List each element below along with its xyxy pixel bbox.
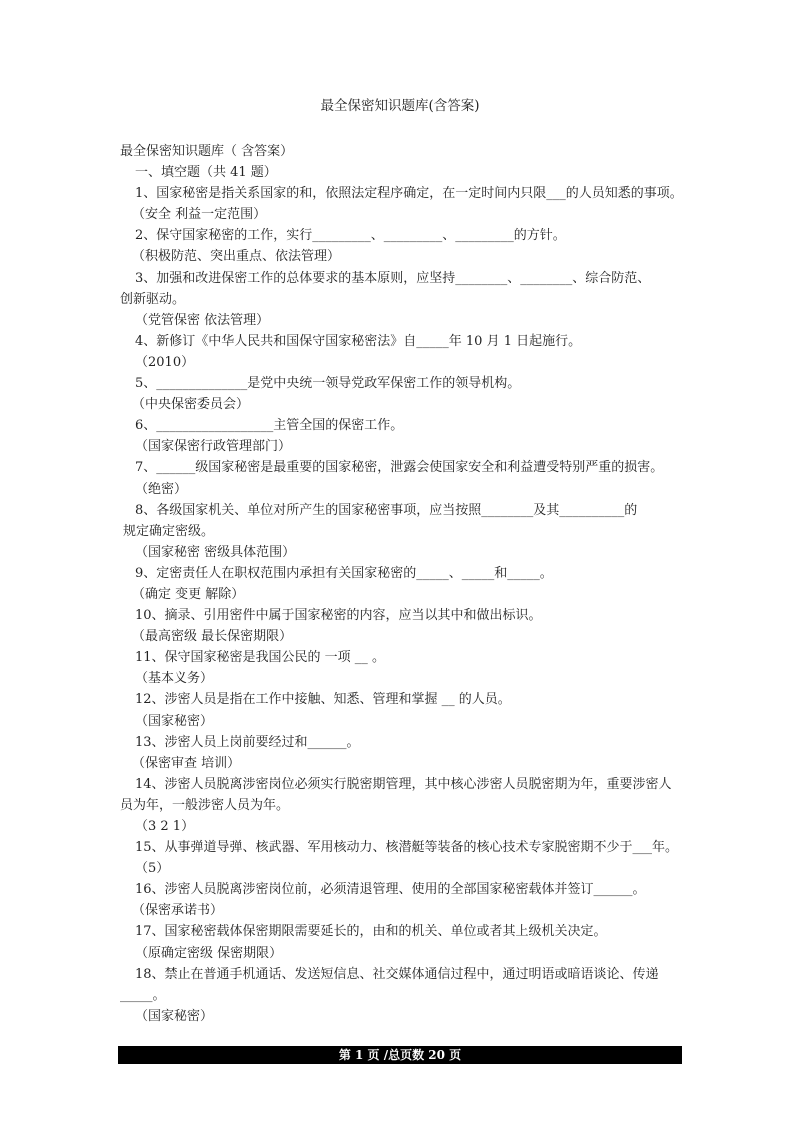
- page-footer: 第 1 页 /总页数 20 页: [118, 1046, 682, 1064]
- text-line: 18、禁止在普通手机通话、发送短信息、社交媒体通信过程中，通过明语或暗语谈论、传递: [135, 966, 659, 982]
- text-line: 4、新修订《中华人民共和国保守国家秘密法》自_____年 10 月 1 日起施行。: [135, 333, 582, 349]
- text-line: （绝密）: [135, 481, 188, 497]
- text-line: 8、各级国家机关、单位对所产生的国家秘密事项，应当按照________及其__________的: [135, 502, 638, 518]
- text-line: 规定确定密级。: [123, 523, 215, 539]
- text-line: 3、加强和改进保密工作的总体要求的基本原则，应坚持________、________、综合防范、: [135, 270, 651, 286]
- text-line: 11、保守国家秘密是我国公民的 一项 __ 。: [135, 650, 385, 666]
- text-line: 17、国家秘密载体保密期限需要延长的，由和的机关、单位或者其上级机关决定。: [135, 924, 607, 940]
- text-line: 15、从事弹道导弹、核武器、军用核动力、核潜艇等装备的核心技术专家脱密期不少于___年。: [135, 840, 679, 856]
- text-line: （5）: [135, 861, 170, 877]
- text-line: 16、涉密人员脱离涉密岗位前，必须清退管理、使用的全部国家秘密载体并签订______。: [135, 882, 646, 898]
- text-line: （国家秘密）: [135, 713, 214, 729]
- text-line: （保密审查 培训）: [132, 755, 241, 771]
- text-line: 2、保守国家秘密的工作，实行_________、_________、_________的方针。: [135, 228, 566, 244]
- text-line: （3 2 1）: [135, 819, 195, 834]
- text-line: 6、__________________主管全国的保密工作。: [135, 418, 404, 434]
- text-line: 14、涉密人员脱离涉密岗位必须实行脱密期管理，其中核心涉密人员脱密期为年，重要涉密人: [135, 776, 672, 792]
- text-line: （国家秘密）: [135, 1008, 214, 1024]
- text-line: 最全保密知识题库（ 含答案）: [120, 144, 294, 159]
- text-line: 员为年，一般涉密人员为年。: [120, 797, 290, 813]
- text-line: 1、国家秘密是指关系国家的和，依照法定程序确定，在一定时间内只限___的人员知悉的事项。: [135, 186, 683, 202]
- text-line: （中央保密委员会）: [132, 397, 250, 413]
- text-line: 12、涉密人员是指在工作中接触、知悉、管理和掌握 __ 的人员。: [135, 692, 511, 708]
- text-line: 13、涉密人员上岗前要经过和______。: [135, 734, 360, 750]
- text-line: （保密承诺书）: [132, 903, 224, 919]
- text-line: （基本义务）: [135, 671, 214, 687]
- text-line: 9、定密责任人在职权范围内承担有关国家秘密的_____、_____和_____。: [135, 565, 553, 581]
- text-line: （最高密级 最长保密期限）: [132, 629, 293, 645]
- text-line: （原确定密级 保密期限）: [135, 945, 283, 961]
- text-line: （2010）: [135, 354, 195, 370]
- text-line: 10、摘录、引用密件中属于国家秘密的内容，应当以其中和做出标识。: [135, 608, 542, 624]
- text-line: 5、______________是党中央统一领导党政军保密工作的领导机构。: [135, 376, 521, 392]
- text-line: 创新驱动。: [120, 291, 186, 307]
- text-line: （确定 变更 解除）: [132, 586, 245, 602]
- text-line: 7、______级国家秘密是最重要的国家秘密，泄露会使国家安全和利益遭受特别严重的损害。: [135, 460, 664, 476]
- document-title: 最全保密知识题库(含答案): [320, 98, 480, 114]
- text-line: _____。: [120, 987, 166, 1003]
- text-line: （安全 利益一定范围）: [132, 207, 267, 223]
- text-line: （国家保密行政管理部门）: [135, 439, 292, 455]
- text-line: （积极防范、突出重点、依法管理）: [132, 249, 341, 265]
- text-line: 一、填空题（共 41 题）: [135, 165, 277, 181]
- document-body: [120, 141, 700, 1027]
- text-line: （国家秘密 密级具体范围）: [135, 544, 296, 560]
- text-line: （党管保密 依法管理）: [135, 312, 270, 328]
